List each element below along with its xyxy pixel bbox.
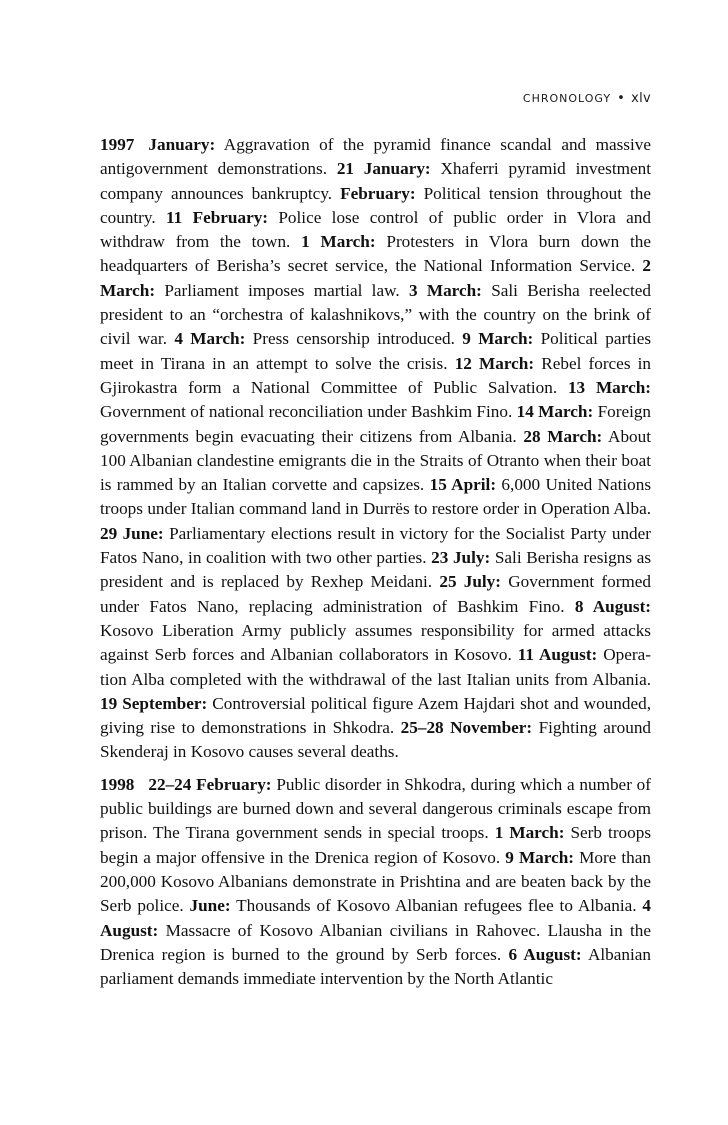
event-date: 21 January: bbox=[336, 159, 431, 179]
event-text: Xhaferri pyramid investment company announces bankruptcy. bbox=[100, 159, 651, 203]
event-date: 4 March: bbox=[174, 329, 246, 349]
event-text: Protesters in Vlora burn down the headquarters of Berisha’s secret service, the National Information Service. bbox=[100, 232, 652, 276]
event-date: 1 March: bbox=[301, 232, 376, 252]
event-text: Rebel forces in Gjirokastra form a National Committee of Public Salvation. bbox=[100, 353, 652, 397]
event-text: Police lose control of public order in Vlora and withdraw from the town. bbox=[100, 207, 651, 252]
event-text: Thousands of Kosovo Albanian refugees flee to Albania. bbox=[236, 896, 637, 916]
event-date: 4 August: bbox=[100, 896, 651, 940]
page-number: xlv bbox=[631, 91, 651, 106]
event-text: Kosovo Liberation Army publicly assumes responsibility for armed attacks against Serb forces and Albanian collaborators in Kosovo. bbox=[100, 620, 651, 665]
event-date: 12 March: bbox=[454, 353, 535, 373]
event-date: 6 August: bbox=[508, 944, 582, 964]
event-date: 23 July: bbox=[431, 548, 491, 568]
event-date: 25–28 November: bbox=[400, 718, 533, 738]
event-text: 6,000 United Nations troops under Italian command land in Durrës to restore order in Operation Alba. bbox=[100, 475, 652, 519]
entry-year: 1998 bbox=[100, 774, 135, 794]
chronology-entry-1997 bbox=[100, 133, 651, 765]
event-date: February: bbox=[340, 183, 416, 203]
event-date: 9 March: bbox=[462, 329, 534, 349]
event-text: Public disorder in Shkodra, during which a number of public buildings are burned down and several dangerous criminals escape from prison. The Tirana government sends in special troops. bbox=[100, 774, 651, 843]
section-title: CHRONOLOGY bbox=[522, 92, 612, 105]
running-head bbox=[523, 91, 651, 106]
event-date: 8 August: bbox=[574, 596, 652, 616]
event-date: January: bbox=[148, 135, 216, 154]
event-date: 22–24 February: bbox=[148, 774, 272, 794]
event-text: Political parties meet in Tirana in an attempt to solve the crisis. bbox=[100, 329, 652, 373]
event-text: Government formed under Fatos Nano, replacing administration of Bashkim Fino. bbox=[100, 572, 652, 616]
event-date: 28 March: bbox=[523, 426, 603, 446]
event-text: Government of national reconciliation under Bashkim Fino. bbox=[100, 402, 513, 422]
event-text: Foreign governments begin evacuating their citizens from Albania. bbox=[100, 402, 652, 446]
event-text: Parliament imposes martial law. bbox=[164, 280, 400, 300]
event-date: 14 March: bbox=[516, 402, 594, 422]
event-date: June: bbox=[189, 896, 231, 916]
event-text: Fighting around Skenderaj in Kosovo causes several deaths. bbox=[100, 718, 652, 762]
event-text: Political tension throughout the country. bbox=[100, 183, 652, 227]
event-date: 13 March: bbox=[567, 377, 652, 397]
event-text: Sali Berisha reelected president to an “orchestra of kalashnikovs,” with the country on the brink of civil war. bbox=[100, 280, 652, 349]
chronology-body bbox=[100, 133, 651, 991]
chronology-entry-1998 bbox=[100, 773, 651, 992]
event-text: Aggravation of the pyramid finance scandal and massive antigovernment demonstrations. bbox=[100, 135, 651, 179]
event-text: Controversial political figure Azem Hajdari shot and wounded, giving rise to demonstrations in Shkodra. bbox=[100, 693, 651, 738]
event-date: 2 March: bbox=[100, 256, 652, 300]
event-date: 19 September: bbox=[100, 693, 208, 713]
event-text: Sali Berisha resigns as president and is replaced by Rexhep Meidani. bbox=[100, 548, 652, 592]
event-date: 1 March: bbox=[494, 823, 565, 843]
bullet-separator: • bbox=[617, 91, 626, 106]
event-date: 9 March: bbox=[505, 847, 574, 867]
event-date: 11 February: bbox=[166, 207, 269, 227]
event-text: Parliamentary elections result in victory for the Socialist Party under Fatos Nano, in coalition with two other parties. bbox=[100, 523, 651, 568]
event-text: Press censorship introduced. bbox=[252, 329, 455, 349]
event-date: 29 June: bbox=[100, 523, 164, 543]
event-date: 11 August: bbox=[517, 645, 598, 665]
event-text: Operation Alba completed with the withdrawal of the last Italian units from Albania. bbox=[100, 645, 651, 689]
event-text: Massacre of Kosovo Albanian civilians in Rahovec. Llausha in the Drenica region is burned to the ground by Serb forces. bbox=[100, 920, 651, 964]
event-text: Albanian parliament demands immediate intervention by the North Atlantic bbox=[100, 944, 651, 989]
event-date: 15 April: bbox=[429, 475, 497, 495]
event-date: 3 March: bbox=[408, 280, 482, 300]
event-text: About 100 Albanian clandestine emigrants die in the Straits of Otranto when their boat is rammed by an Italian corvette and capsizes. bbox=[100, 426, 651, 495]
entry-year: 1997 bbox=[100, 135, 135, 154]
event-text: More than 200,000 Kosovo Albanians demonstrate in Prishtina and are beaten back by the Serb police. bbox=[100, 847, 651, 916]
event-text: Serb troops begin a major offensive in the Drenica region of Kosovo. bbox=[100, 823, 652, 867]
event-date: 25 July: bbox=[439, 572, 502, 592]
